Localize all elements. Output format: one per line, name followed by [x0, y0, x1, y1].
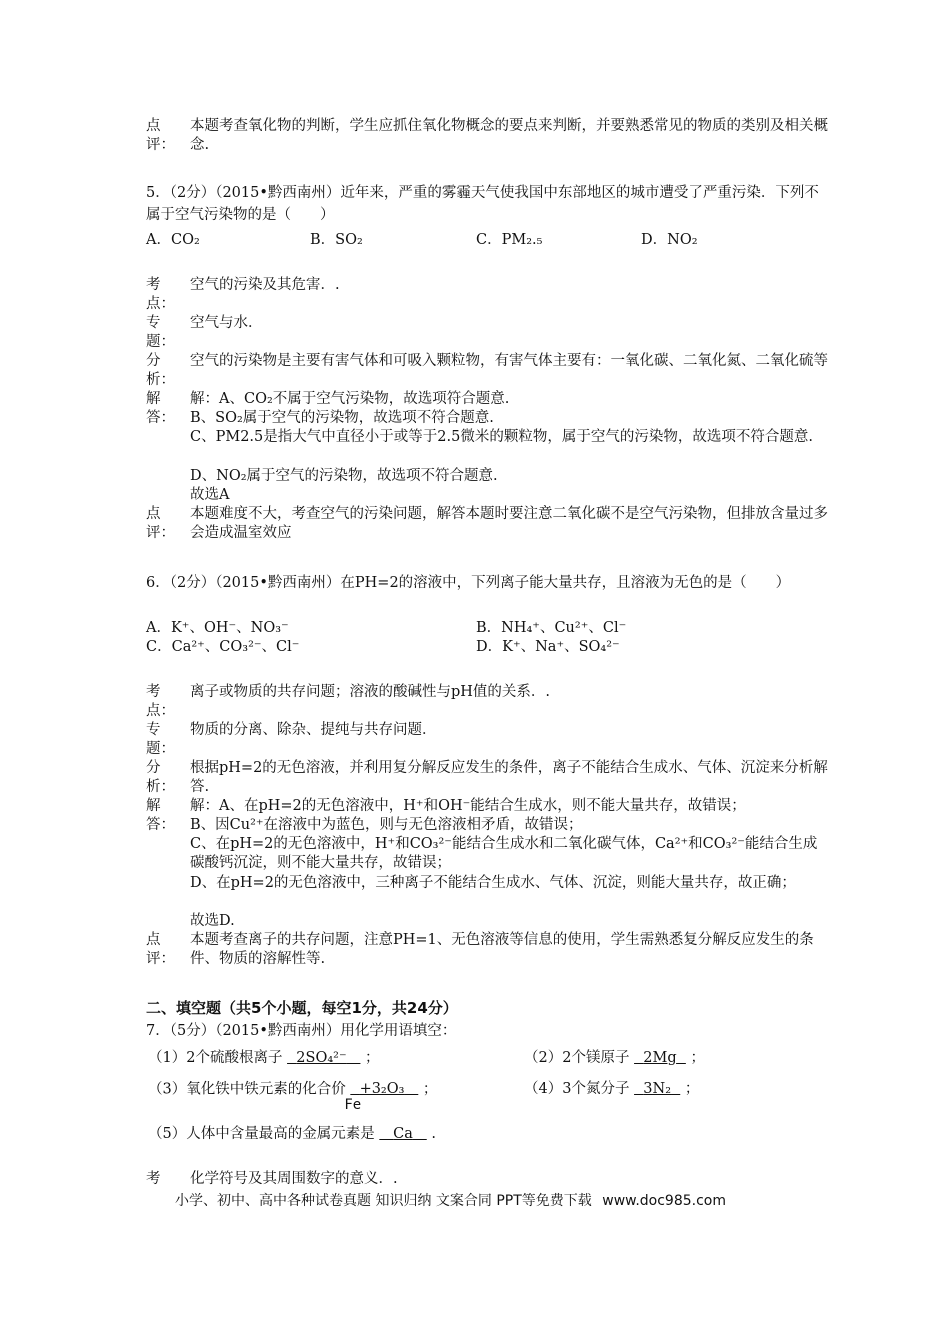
- q5-stem: 5．（2分）（2015•黔西南州）近年来，严重的雾霾天气使我国中东部地区的城市遭受了严重污染．下列不属于空气污染物的是（ ）: [146, 185, 819, 223]
- q7-item-5-prefix: （5）人体中含量最高的金属元素是: [148, 1126, 375, 1142]
- q6-kaodian: 离子或物质的共存问题；溶液的酸碱性与pH值的关系．.: [190, 684, 551, 700]
- q6-jieda-line-4: D、在pH=2的无色溶液中，三种离子不能结合生成水、气体、沉淀，则能大量共存，故正确；: [190, 875, 796, 891]
- q7-item-4: （4）3个氮分子 3N₂ ；: [524, 1081, 700, 1097]
- footer-link[interactable]: www.doc985.com: [602, 1193, 726, 1209]
- q7-item-3: （3）氧化铁中铁元素的化合价 +3₂O₃ Fe ；: [148, 1081, 438, 1113]
- footer: [175, 1192, 726, 1211]
- q6-option-a: A．K⁺、OH⁻、NO₃⁻: [146, 620, 289, 636]
- q7-item-5-answer: Ca: [393, 1126, 413, 1142]
- q5-jieda-line-4: D、NO₂属于空气的污染物，故选项不符合题意.: [190, 468, 498, 484]
- q5-kaodian: 空气的污染及其危害．.: [190, 277, 340, 293]
- q7-item-2-prefix: （2）2个镁原子: [524, 1050, 630, 1066]
- q6-zhuanti: 物质的分离、除杂、提纯与共存问题．: [190, 722, 437, 738]
- q6-jieda-line-3: C、在pH=2的无色溶液中，H⁺和CO₃²⁻能结合生成水和二氧化碳气体，Ca²⁺和CO₃²⁻能结合生成碳酸钙沉淀，则不能大量共存，故错误；: [190, 836, 818, 871]
- q6-kaodian-label: 考点：: [146, 684, 175, 719]
- q5-jieda-line-2: B、SO₂属于空气的污染物，故选项不符合题意.: [190, 410, 494, 426]
- q6-zhuanti-label: 专题：: [146, 722, 175, 757]
- q5-option-b: B．SO₂: [310, 232, 363, 248]
- q6-jieda-line-5: 故选D.: [190, 913, 235, 929]
- q6-fenxi-label: 分析：: [146, 760, 175, 795]
- q7-kaodian-label: 考: [146, 1171, 161, 1187]
- q7-stem: 7．（5分）（2015•黔西南州）用化学用语填空：: [146, 1023, 457, 1039]
- q5-jieda-line-1: 解：A、CO₂不属于空气污染物，故选项符合题意.: [190, 391, 510, 407]
- q5-dianping-label: 点评：: [146, 506, 175, 541]
- q7-item-1-answer: 2SO₄²⁻: [296, 1050, 347, 1066]
- q6-jieda-line-2: B、因Cu²⁺在溶液中为蓝色，则与无色溶液相矛盾，故错误；: [190, 817, 583, 833]
- q7-item-3-prefix: （3）氧化铁中铁元素的化合价: [148, 1081, 346, 1098]
- q7-item-3-answer: +3₂O₃ Fe: [344, 1081, 405, 1113]
- q6-jieda-label: 解答：: [146, 798, 175, 833]
- q6-dianping-label: 点评：: [146, 932, 175, 967]
- q4-review-text: 本题考查氧化物的判断，学生应抓住氧化物概念的要点来判断，并要熟悉常见的物质的类别及相关概念.: [190, 118, 828, 153]
- q7-item-2-answer: 2Mg: [643, 1050, 677, 1066]
- q7-item-4-answer: 3N₂: [643, 1081, 672, 1097]
- q7-item-4-prefix: （4）3个氮分子: [524, 1081, 630, 1097]
- q7-item-2: （2）2个镁原子 2Mg ；: [524, 1050, 705, 1066]
- q5-option-a: A．CO₂: [146, 232, 200, 248]
- q4-review-label: 点评：: [146, 118, 175, 153]
- q6-fenxi: 根据pH=2的无色溶液，并利用复分解反应发生的条件，离子不能结合生成水、气体、沉淀来分析解答.: [190, 760, 828, 795]
- q5-fenxi-label: 分析：: [146, 353, 175, 388]
- q5-zhuanti-label: 专题：: [146, 315, 175, 350]
- q7-item-1-prefix: （1）2个硫酸根离子: [148, 1050, 283, 1066]
- q5-jieda-label: 解答：: [146, 391, 175, 426]
- q6-stem: 6．（2分）（2015•黔西南州）在PH=2的溶液中，下列离子能大量共存，且溶液为无色的是（ ）: [146, 575, 791, 591]
- q5-jieda-line-5: 故选A: [190, 487, 230, 503]
- q5-option-c: C．PM₂.₅: [476, 232, 543, 248]
- q5-dianping: 本题难度不大，考查空气的污染问题，解答本题时要注意二氧化碳不是空气污染物，但排放含量过多会造成温室效应: [190, 506, 828, 541]
- q6-option-c: C．Ca²⁺、CO₃²⁻、Cl⁻: [146, 639, 300, 655]
- q5-kaodian-label: 考点：: [146, 277, 175, 312]
- q7-item-1: （1）2个硫酸根离子 2SO₄²⁻ ；: [148, 1050, 380, 1066]
- q5-zhuanti: 空气与水．: [190, 315, 263, 331]
- section-2-title: 二、填空题（共5个小题，每空1分，共24分）: [146, 999, 458, 1017]
- q7-kaodian: 化学符号及其周围数字的意义．.: [190, 1171, 398, 1187]
- q6-jieda-line-1: 解：A、在pH=2的无色溶液中，H⁺和OH⁻能结合生成水，则不能大量共存，故错误；: [190, 798, 746, 814]
- q7-item-5: （5）人体中含量最高的金属元素是 Ca .: [148, 1126, 436, 1142]
- q6-option-d: D．K⁺、Na⁺、SO₄²⁻: [476, 639, 620, 655]
- q5-option-d: D．NO₂: [641, 232, 698, 248]
- q7-item-3-fe: Fe: [344, 1097, 362, 1113]
- footer-text: 小学、初中、高中各种试卷真题 知识归纳 文案合同 PPT等免费下载: [175, 1193, 592, 1209]
- q6-dianping: 本题考查离子的共存问题，注意PH=1、无色溶液等信息的使用，学生需熟悉复分解反应发生的条件、物质的溶解性等.: [190, 932, 814, 967]
- q5-jieda-line-3: C、PM2.5是指大气中直径小于或等于2.5微米的颗粒物，属于空气的污染物，故选项不符合题意.: [190, 429, 813, 445]
- q5-fenxi: 空气的污染物是主要有害气体和可吸入颗粒物，有害气体主要有：一氧化碳、二氧化氮、二氧化硫等: [190, 353, 828, 369]
- q6-option-b: B．NH₄⁺、Cu²⁺、Cl⁻: [476, 620, 627, 636]
